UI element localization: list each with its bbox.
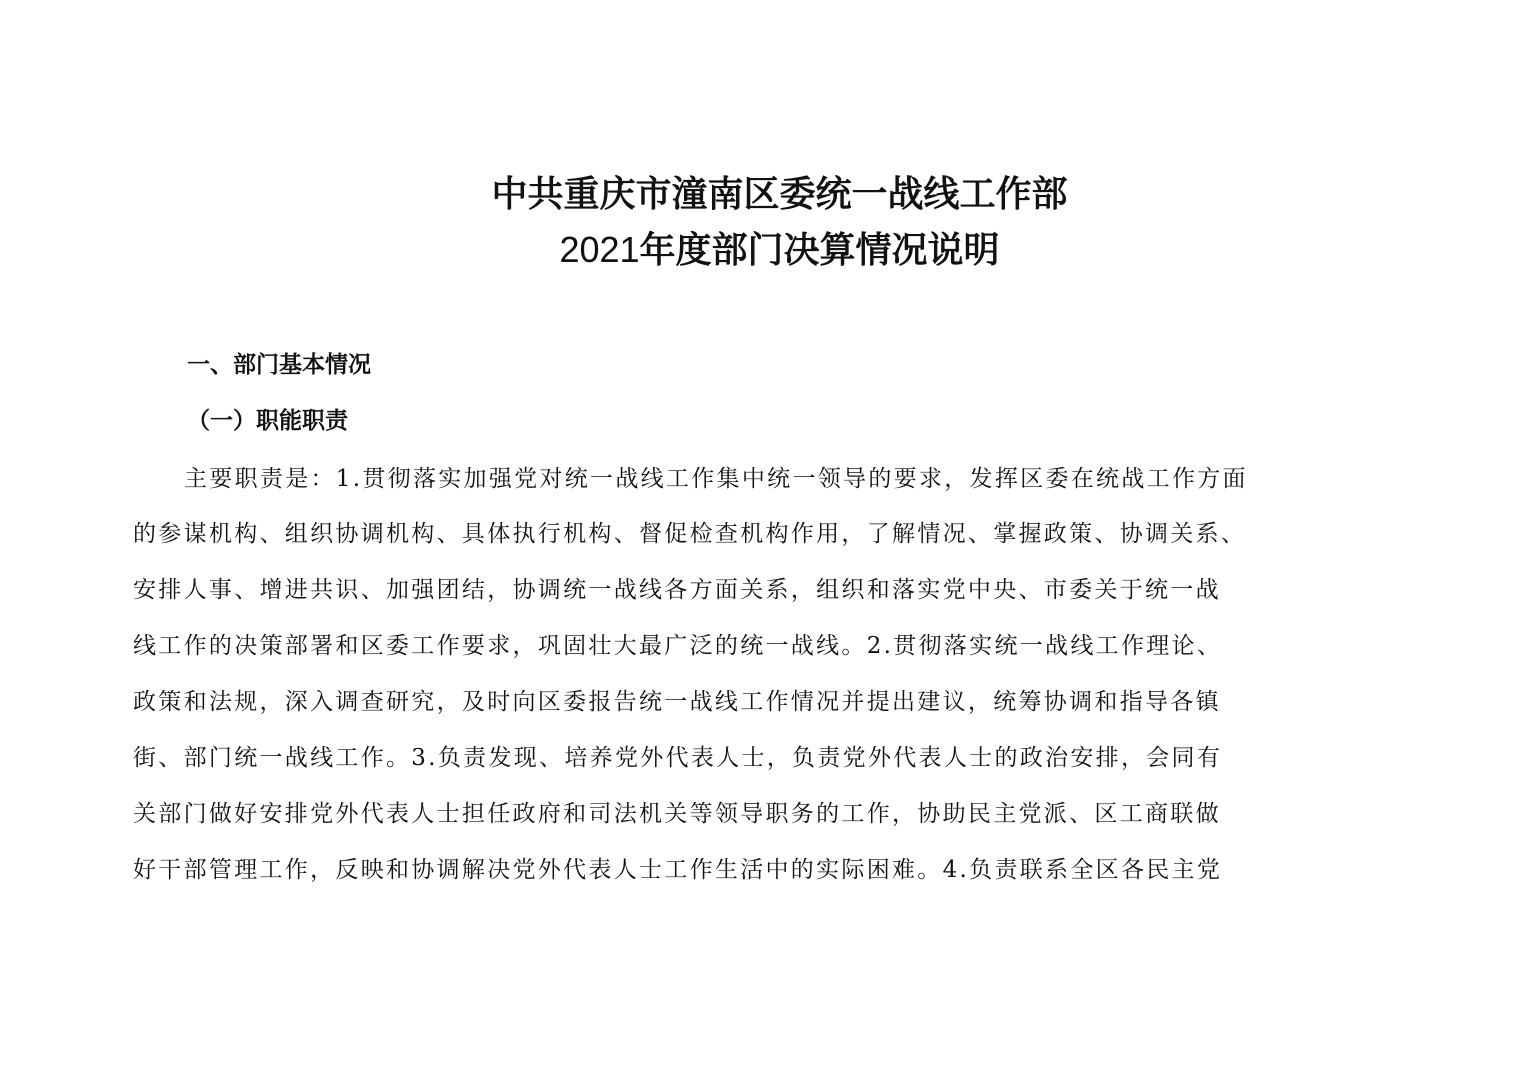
body-paragraph-line: 的参谋机构、组织协调机构、具体执行机构、督促检查机构作用，了解情况、掌握政策、协调关系、 <box>133 521 1247 547</box>
body-paragraph-line: 政策和法规，深入调查研究，及时向区委报告统一战线工作情况并提出建议，统筹协调和指导各镇 <box>133 689 1221 715</box>
section-heading-basic-info: 一、部门基本情况 <box>187 352 371 378</box>
body-paragraph-line: 主要职责是：1.贯彻落实加强党对统一战线工作集中统一领导的要求，发挥区委在统战工作方面 <box>184 466 1248 492</box>
body-paragraph-line: 街、部门统一战线工作。3.负责发现、培养党外代表人士，负责党外代表人士的政治安排，会同有 <box>133 745 1223 771</box>
body-paragraph-line: 关部门做好安排党外代表人士担任政府和司法机关等领导职务的工作，协助民主党派、区工商联做 <box>133 801 1221 827</box>
document-title-line-1 <box>38 172 1521 216</box>
body-paragraph-line: 线工作的决策部署和区委工作要求，巩固壮大最广泛的统一战线。2.贯彻落实统一战线工作理论、 <box>133 633 1223 659</box>
body-paragraph-line: 好干部管理工作，反映和协调解决党外代表人士工作生活中的实际困难。4.负责联系全区各民主党 <box>133 857 1223 883</box>
document-title-line-2 <box>38 228 1521 273</box>
title-org-name: 中共重庆市潼南区委统一战线工作部 <box>491 173 1068 215</box>
title-subject: 年度部门决算情况说明 <box>639 229 1000 271</box>
subsection-heading-duties: （一）职能职责 <box>187 407 348 434</box>
body-paragraph-line: 安排人事、增进共识、加强团结，协调统一战线各方面关系，组织和落实党中央、市委关于统一战 <box>133 577 1221 603</box>
title-year: 2021 <box>559 229 640 270</box>
